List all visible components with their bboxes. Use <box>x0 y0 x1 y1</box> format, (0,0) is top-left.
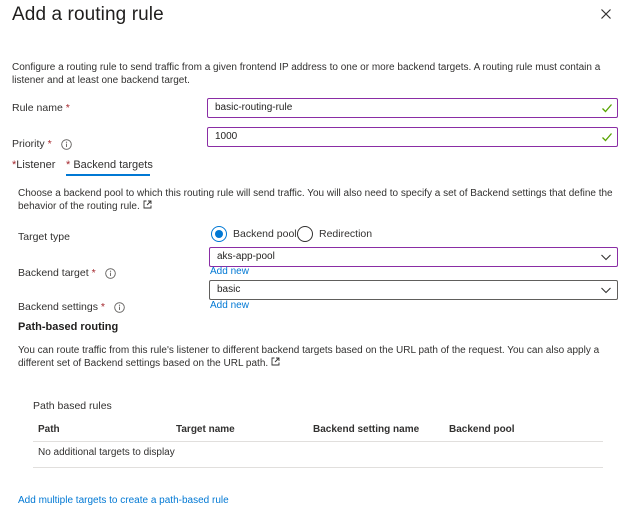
checkmark-icon <box>601 102 613 114</box>
table-empty-message: No additional targets to display <box>38 447 175 458</box>
path-rules-table-title: Path based rules <box>33 400 112 412</box>
rule-name-input[interactable] <box>207 98 618 118</box>
add-new-backend-settings-link[interactable]: Add new <box>210 300 249 311</box>
backend-settings-value: basic <box>217 284 241 295</box>
radio-selected-indicator <box>211 226 227 242</box>
backend-intro: Choose a backend pool to which this routing rule will send traffic. You will also need to specify a set of Backend settings that define the behavior of the routing rule. <box>18 188 613 212</box>
info-icon[interactable] <box>61 139 72 150</box>
radio-redirection[interactable]: Redirection <box>297 226 372 242</box>
chevron-down-icon <box>600 285 612 295</box>
table-bottom-divider <box>33 467 603 468</box>
radio-backend-pool[interactable]: Backend pool <box>211 226 297 242</box>
backend-settings-label: Backend settings * <box>18 301 125 313</box>
target-type-label: Target type <box>18 231 70 243</box>
info-icon[interactable] <box>105 268 116 279</box>
active-tab-indicator <box>66 174 150 176</box>
column-header-path: Path <box>38 424 60 435</box>
page-title: Add a routing rule <box>12 4 164 25</box>
column-header-target-name: Target name <box>176 424 235 435</box>
external-link-icon[interactable] <box>271 357 280 366</box>
backend-settings-dropdown[interactable] <box>209 280 618 300</box>
rule-name-label: Rule name * <box>12 102 70 114</box>
column-header-backend-pool: Backend pool <box>449 424 515 435</box>
backend-target-value: aks-app-pool <box>217 251 275 262</box>
radio-unselected-indicator <box>297 226 313 242</box>
tab-listener[interactable]: *Listener <box>12 159 56 171</box>
rule-name-value: basic-routing-rule <box>215 102 293 113</box>
priority-label: Priority * <box>12 138 72 150</box>
close-icon[interactable] <box>598 6 614 22</box>
priority-input[interactable] <box>207 127 618 147</box>
add-new-backend-target-link[interactable]: Add new <box>210 266 249 277</box>
path-routing-heading: Path-based routing <box>18 321 119 333</box>
priority-value: 1000 <box>215 131 238 142</box>
page-description: Configure a routing rule to send traffic from a given frontend IP address to one or more backend targets. A routing rule must contain a listener and at least one backend target. <box>12 62 601 86</box>
backend-target-dropdown[interactable] <box>209 247 618 267</box>
table-header-divider <box>33 441 603 442</box>
add-multiple-targets-link[interactable]: Add multiple targets to create a path-based rule <box>18 495 229 506</box>
chevron-down-icon <box>600 252 612 262</box>
path-routing-intro: You can route traffic from this rule's listener to different backend targets based on the URL path of the request. You can also apply a different set of Backend settings based on the URL path. <box>18 345 600 369</box>
external-link-icon[interactable] <box>143 200 152 209</box>
checkmark-icon <box>601 131 613 143</box>
tab-backend-targets[interactable]: * Backend targets <box>66 159 153 171</box>
backend-target-label: Backend target * <box>18 267 116 279</box>
column-header-backend-setting-name: Backend setting name <box>313 424 420 435</box>
info-icon[interactable] <box>114 302 125 313</box>
